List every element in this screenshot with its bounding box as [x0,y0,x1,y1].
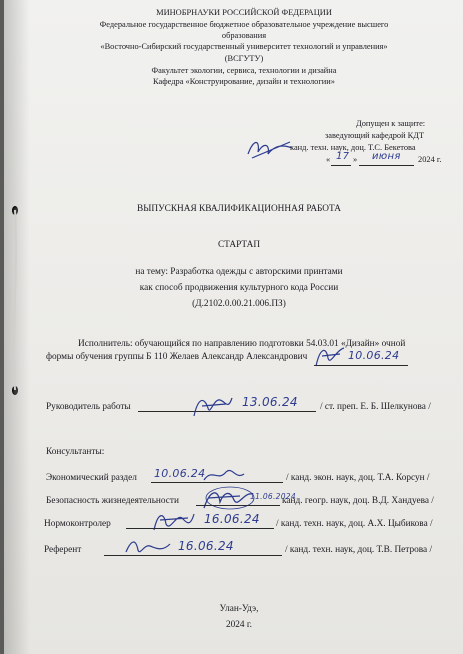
faculty-name: Факультет экологии, сервиса, технологии и дизайна [151,66,337,75]
institution-line2: образования [221,31,267,40]
consultant-date: 10.06.24 [154,467,206,480]
approval-heading: Допущен к защите: [356,119,426,128]
department-name: Кафедра «Конструирование, дизайн и технологии» [153,77,335,86]
consultant-signature [200,466,248,486]
consultant-label: Экономический раздел [46,473,137,483]
university-abbreviation: (ВСГУТУ) [224,54,264,63]
approval-day-line [331,165,351,166]
approval-signatory: канд. техн. наук, доц. Т.С. Бекетова [290,143,416,152]
consultant-label: Нормоконтролер [44,519,111,529]
footer-city: Улан-Удэ, [219,604,259,614]
approval-month: июня [372,151,401,162]
consultant-signature [200,484,256,512]
approval-day: 17 [336,151,350,162]
work-type: ВЫПУСКНАЯ КВАЛИФИКАЦИОННАЯ РАБОТА [137,204,341,214]
approval-role: заведующий кафедрой КДТ [325,131,425,140]
consultant-label: Референт [44,545,82,555]
consultants-heading: Консультанты: [46,447,105,457]
consultant-signature-line [126,528,274,529]
consultant-details: канд. геогр. наук, доц. В.Д. Хандуева / [282,496,434,506]
consultant-date: 16.06.24 [204,512,260,526]
author-signature-line [314,365,408,366]
consultant-signature [150,508,198,534]
document-page [4,0,463,654]
topic-line1: на тему: Разработка одежды с авторскими принтами [135,267,343,277]
supervisor-signature [190,392,236,420]
supervisor-date: 13.06.24 [242,395,298,409]
consultant-label: Безопасность жизнедеятельности [46,496,179,506]
consultant-details: / канд. экон. наук, доц. Т.А. Корсун / [286,473,430,483]
approval-close-quote: » [353,155,358,164]
approval-month-line [359,165,414,166]
footer-year: 2024 г. [225,620,252,630]
consultant-date: 16.06.24 [178,539,234,553]
approval-year: 2024 г. [418,155,442,164]
consultant-details: / канд. техн. наук, доц. А.Х. Цыбикова / [276,519,433,529]
document-code: (Д.2102.0.00.21.006.ПЗ) [192,299,286,309]
consultant-signature-line [104,555,282,556]
work-category: СТАРТАП [217,240,261,250]
topic-line2: как способ продвижения культурного кода России [139,283,339,293]
supervisor-label: Руководитель работы [46,402,131,412]
head-of-department-signature [244,134,296,162]
author-line2: формы обучения группы Б 110 Желаев Александр Александрович [46,352,308,362]
consultant-signature-line [196,505,280,506]
ministry-name: МИНОБРНАУКИ РОССИЙСКОЙ ФЕДЕРАЦИИ [156,8,332,17]
supervisor-details: / ст. преп. Е. Б. Шелкунова / [320,402,431,412]
consultant-details: / канд. техн. наук, доц. Т.В. Петрова / [285,545,433,555]
approval-open-quote: « [326,155,331,164]
institution-line1: Федеральное государственное бюджетное образовательное учреждение высшего [99,20,389,29]
author-date: 10.06.24 [348,349,400,362]
author-signature [312,344,348,370]
consultant-signature-line [151,482,283,483]
consultant-date: 11.06.2024 [250,492,296,501]
author-line1: Исполнитель: обучающийся по направлению подготовки 54.03.01 «Дизайн» очной [78,339,406,349]
binding-thread [10,180,24,420]
university-name: «Восточно-Сибирский государственный университет технологий и управления» [100,42,388,51]
